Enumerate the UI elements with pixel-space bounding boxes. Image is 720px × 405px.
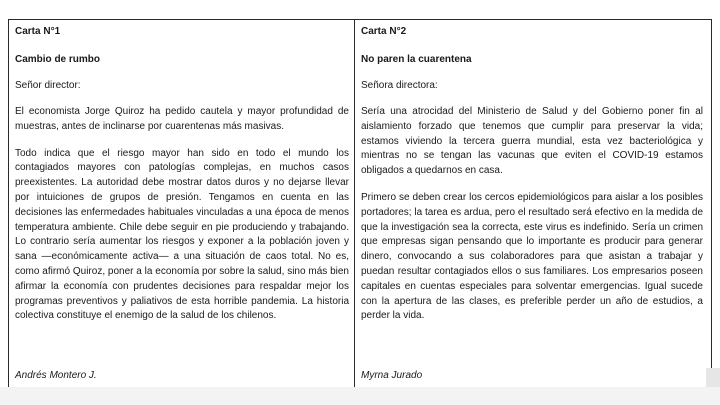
letter-signature: Myrna Jurado bbox=[361, 370, 423, 381]
letter-subject: No paren la cuarentena bbox=[361, 54, 472, 65]
letter-title: Carta N°1 bbox=[15, 26, 61, 37]
letter-paragraph: El economista Jorge Quiroz ha pedido cautela y mayor profundidad de muestras, antes de inclinarse por cuarentenas más masivas. bbox=[15, 106, 349, 132]
letters-table bbox=[8, 19, 712, 387]
bottom-shade bbox=[0, 387, 720, 405]
letter-signature: Andrés Montero J. bbox=[15, 370, 97, 381]
letter-paragraph: Todo indica que el riesgo mayor han sido en todo el mundo los contagiados mayores con patologías complejas, en muchos casos preexistentes. La autoridad debe mostrar datos duros y no dejarse llevar por intuiciones de grupos de presión. Tengamos en cuenta en las decisiones las enfermedades habituales vinculadas a una época de menos temperatura ambiente. Chile debe seguir en pie produciendo y trabajando. Lo contrario sería aumentar los riesgos y exponer a la población joven y sana —económicamente activa— a una situación de caos total. No es, como afirmó Quiroz, poner a la economía por sobre la salud, sino más bien afirmar la economía con prudentes decisiones para respaldar mejor los programas preventivos y paliativos de esta horrible pandemia. La historia colectiva constituye el enemigo de la salud de los chilenos. bbox=[15, 147, 349, 322]
letter-column-1 bbox=[9, 20, 355, 387]
corner-shade bbox=[706, 368, 720, 387]
letter-paragraph: Primero se deben crear los cercos epidemiológicos para aislar a los posibles portadores; la tarea es ardua, pero el resultado será efectivo en la medida de que la investigación sea la correcta, este virus es indefinido. Sería un crimen que empresas sigan pensando que lo importante es producir para generar dinero, convocando a sus colaboradores para que asistan a trabajar y puedan resultar contagiados ellos o sus familiares. Los empresarios poseen capitales en cuentas especiales para solventar emergencias. Igual sucede con la apertura de las clases, es preferible perder un año de estudios, a perder la vida. bbox=[361, 191, 703, 322]
letter-subject: Cambio de rumbo bbox=[15, 54, 101, 65]
letter-title: Carta N°2 bbox=[361, 26, 407, 37]
letter-salutation: Señor director: bbox=[15, 80, 81, 91]
letter-salutation: Señora directora: bbox=[361, 80, 438, 91]
letter-paragraph: Sería una atrocidad del Ministerio de Salud y del Gobierno poner fin al aislamiento forzado que tenemos que cumplir para preservar la vida; estamos viviendo la tercera guerra mundial, esta vez bacteriológica y mientras no se tengan las vacunas que eviten el COVID-19 estamos obligados a quedarnos en casa. bbox=[361, 106, 703, 177]
letter-column-2 bbox=[355, 20, 711, 387]
